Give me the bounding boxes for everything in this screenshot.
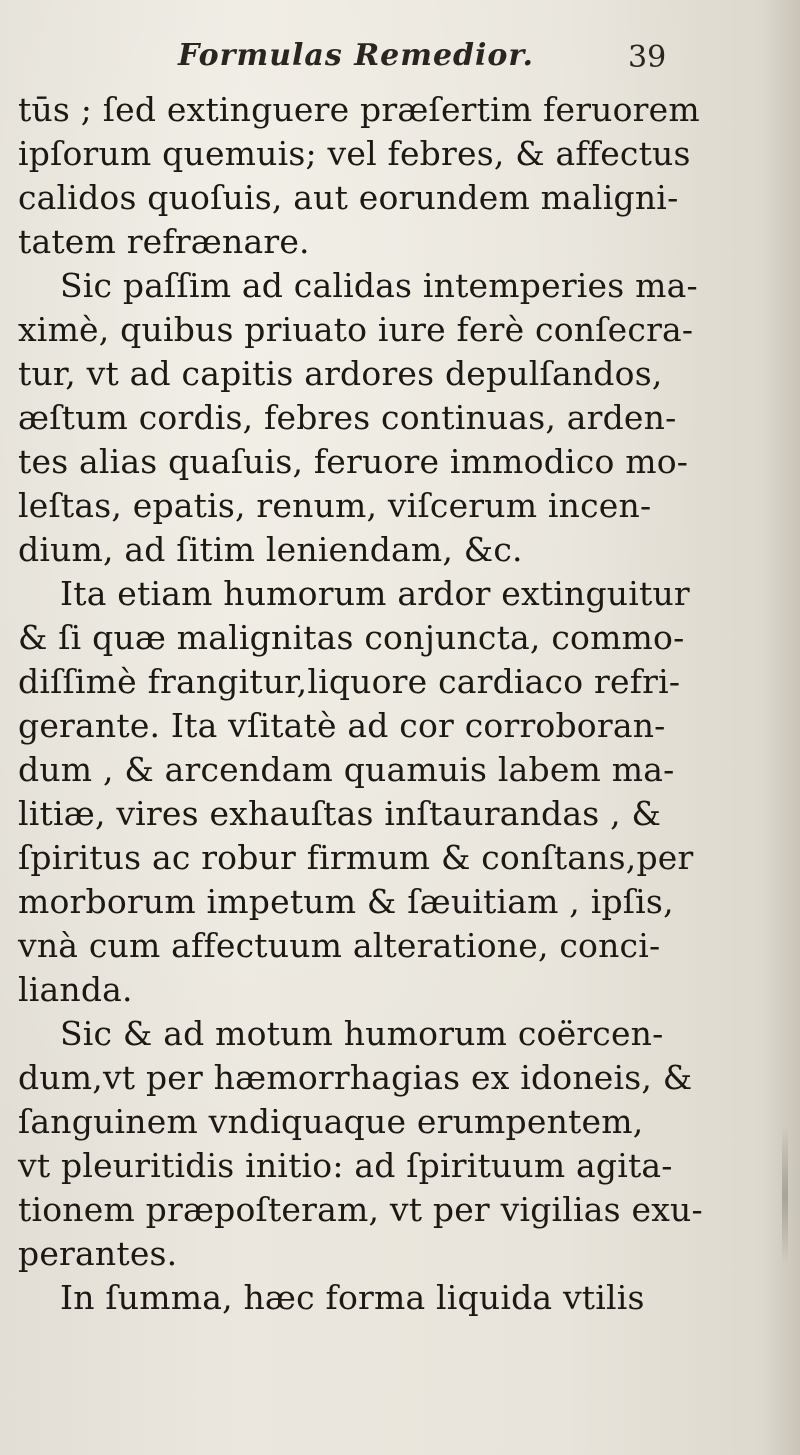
text-line: perantes. [18, 1234, 178, 1273]
text-line: tes alias quaſuis, feruore immodico mo- [18, 442, 689, 481]
text-line: leſtas, epatis, renum, viſcerum incen- [18, 486, 652, 525]
text-line: tūs ; ſed extinguere præſertim feruorem [18, 90, 700, 129]
page-number: 39 [628, 40, 667, 75]
text-line: ſanguinem vndiquaque erumpentem, [18, 1102, 644, 1141]
text-line: morborum impetum & ſæuitiam , ipſis, [18, 882, 674, 921]
text-line: dium, ad ſitim leniendam, &c. [18, 530, 523, 569]
text-line: æſtum cordis, febres continuas, arden- [18, 398, 677, 437]
text-line: dum,vt per hæmorrhagias ex idoneis, & [18, 1058, 693, 1097]
text-line: gerante. Ita vſitatè ad cor corroboran- [18, 706, 666, 745]
page-header [0, 36, 800, 86]
text-line: diſſimè frangitur,liquore cardiaco refri- [18, 662, 681, 701]
page-edge-shadow [760, 0, 800, 1455]
text-line: Ita etiam humorum ardor extinguitur [60, 574, 690, 613]
margin-mark [782, 1125, 788, 1265]
text-line: In ſumma, hæc forma liquida vtilis [60, 1278, 645, 1317]
text-line: lianda. [18, 970, 133, 1009]
text-line: tatem refrænare. [18, 222, 310, 261]
text-line: ſpiritus ac robur firmum & conſtans,per [18, 838, 694, 877]
text-line: Sic & ad motum humorum coërcen- [60, 1014, 664, 1053]
text-line: ximè, quibus priuato iure ferè conſecra- [18, 310, 694, 349]
text-line: ipſorum quemuis; vel febres, & affectus [18, 134, 691, 173]
text-line: litiæ, vires exhauſtas inſtaurandas , & [18, 794, 662, 833]
text-line: & ſi quæ malignitas conjuncta, commo- [18, 618, 685, 657]
text-line: tionem præpoſteram, vt per vigilias exu- [18, 1190, 703, 1229]
text-line: vt pleuritidis initio: ad ſpirituum agita- [18, 1146, 673, 1185]
text-line: tur, vt ad capitis ardores depulſandos, [18, 354, 663, 393]
text-line: dum , & arcendam quamuis labem ma- [18, 750, 675, 789]
text-line: vnà cum affectuum alteratione, conci- [18, 926, 661, 965]
running-title: Formulas Remedior. [178, 38, 534, 73]
text-line: Sic paſſim ad calidas intemperies ma- [60, 266, 698, 305]
text-line: calidos quoſuis, aut eorundem maligni- [18, 178, 679, 217]
